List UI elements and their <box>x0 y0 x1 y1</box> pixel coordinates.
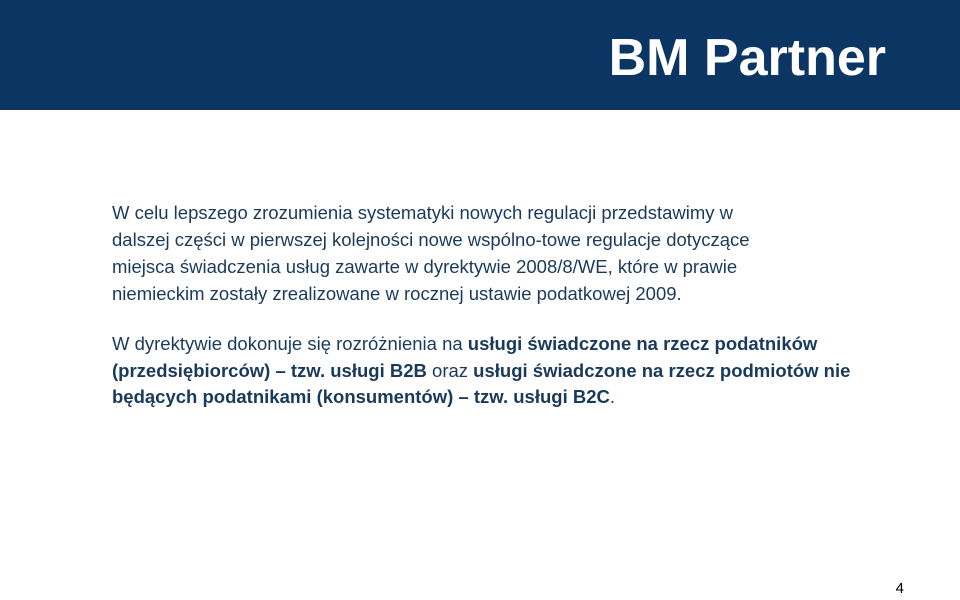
slide-content <box>112 199 892 411</box>
distinction-connector: oraz <box>426 359 474 381</box>
paragraph-intro-line: W celu lepszego zrozumienia systematyki nowych regulacji przedstawimy w <box>112 202 734 223</box>
paragraph-intro-line: dalszej części w pierwszej kolejności nowe wspólno-towe regulacje dotyczące <box>112 229 750 250</box>
distinction-intro: W dyrektywie dokonuje się rozróżnienia na <box>112 333 468 354</box>
term-b2c: usługi świadczone na rzecz podmiotów nie będących podatnikami (konsumentów) – tzw. usługi B2C <box>112 359 851 407</box>
distinction-end: . <box>609 386 615 407</box>
term-b2b: usługi świadczone na rzecz podatników (przedsiębiorców) – tzw. usługi B2B <box>112 333 818 381</box>
paragraph-intro <box>112 199 892 307</box>
page-number: 4 <box>895 580 904 597</box>
header-title: BM Partner <box>608 29 886 87</box>
paragraph-distinction <box>112 331 892 411</box>
header-bar <box>0 0 960 110</box>
paragraph-intro-line: miejsca świadczenia usług zawarte w dyrektywie 2008/8/WE, które w prawie <box>112 256 738 277</box>
paragraph-intro-line: niemieckim zostały zrealizowane w rocznej ustawie podatkowej 2009. <box>112 283 682 304</box>
